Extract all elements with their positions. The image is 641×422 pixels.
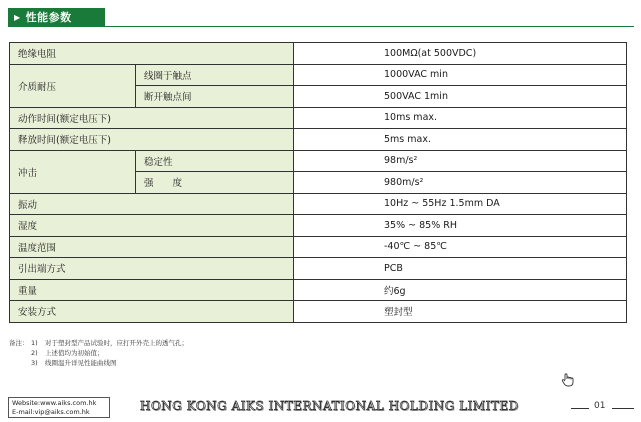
section-title-badge bbox=[8, 8, 105, 26]
section-title: 性能参数 bbox=[25, 11, 72, 24]
row-label: 湿度 bbox=[10, 215, 294, 237]
row-label: 安装方式 bbox=[10, 301, 294, 323]
row-value: 98m/s² bbox=[294, 150, 627, 172]
notes-lead: 备注： bbox=[9, 339, 29, 347]
row-label: 振动 bbox=[10, 193, 294, 215]
table-row bbox=[10, 215, 627, 237]
table-row bbox=[10, 64, 627, 86]
notes bbox=[9, 338, 188, 368]
note-text: 上述值均为初始值； bbox=[45, 349, 104, 357]
table-row bbox=[10, 129, 627, 151]
contact-box bbox=[8, 397, 110, 418]
row-value: 5ms max. bbox=[294, 129, 627, 151]
row-value: 35% ~ 85% RH bbox=[294, 215, 627, 237]
row-value: 500VAC 1min bbox=[294, 86, 627, 108]
row-label: 释放时间(额定电压下) bbox=[10, 129, 294, 151]
table-row bbox=[10, 43, 627, 65]
row-sublabel: 断开触点间 bbox=[136, 86, 294, 108]
table-row bbox=[10, 236, 627, 258]
row-sublabel: 强 度 bbox=[136, 172, 294, 194]
note-text: 线圈温升详见性能曲线图 bbox=[45, 359, 117, 367]
row-value: 10Hz ~ 55Hz 1.5mm DA bbox=[294, 193, 627, 215]
table-row bbox=[10, 301, 627, 323]
row-sublabel: 稳定性 bbox=[136, 150, 294, 172]
row-value: 100MΩ(at 500VDC) bbox=[294, 43, 627, 65]
table-row bbox=[10, 193, 627, 215]
table-row bbox=[10, 107, 627, 129]
page-number-rule-left bbox=[571, 408, 589, 409]
row-label: 介质耐压 bbox=[10, 64, 136, 107]
row-value: 1000VAC min bbox=[294, 64, 627, 86]
table-row bbox=[10, 258, 627, 280]
email-text[interactable]: E-mail:vip@aiks.com.hk bbox=[12, 408, 90, 416]
company-name: HONG KONG AIKS INTERNATIONAL HOLDING LIMITED bbox=[140, 399, 519, 413]
table-row bbox=[10, 150, 627, 172]
row-value: 约6g bbox=[294, 279, 627, 301]
row-label: 引出端方式 bbox=[10, 258, 294, 280]
note-number: 2) bbox=[31, 349, 38, 357]
table-row bbox=[10, 279, 627, 301]
note-number: 3) bbox=[31, 359, 38, 367]
header-rule bbox=[8, 26, 634, 27]
row-label: 动作时间(额定电压下) bbox=[10, 107, 294, 129]
row-value: 10ms max. bbox=[294, 107, 627, 129]
page-number: 01 bbox=[594, 401, 606, 411]
row-label: 绝缘电阻 bbox=[10, 43, 294, 65]
row-value: 980m/s² bbox=[294, 172, 627, 194]
row-value: 塑封型 bbox=[294, 301, 627, 323]
spec-table bbox=[9, 42, 627, 323]
website-text[interactable]: Website:www.aiks.com.hk bbox=[12, 399, 97, 407]
row-value: PCB bbox=[294, 258, 627, 280]
row-label: 温度范围 bbox=[10, 236, 294, 258]
row-sublabel: 线圈于触点 bbox=[136, 64, 294, 86]
row-label: 重量 bbox=[10, 279, 294, 301]
page-number-rule-right bbox=[612, 408, 634, 409]
hand-pointer-icon bbox=[560, 372, 578, 388]
row-label: 冲击 bbox=[10, 150, 136, 193]
note-number: 1) bbox=[31, 339, 38, 347]
note-text: 对于塑封型产品试验时，应打开外壳上的透气孔； bbox=[45, 339, 188, 347]
row-value: -40℃ ~ 85℃ bbox=[294, 236, 627, 258]
triangle-marker-icon: ▶ bbox=[14, 12, 21, 22]
